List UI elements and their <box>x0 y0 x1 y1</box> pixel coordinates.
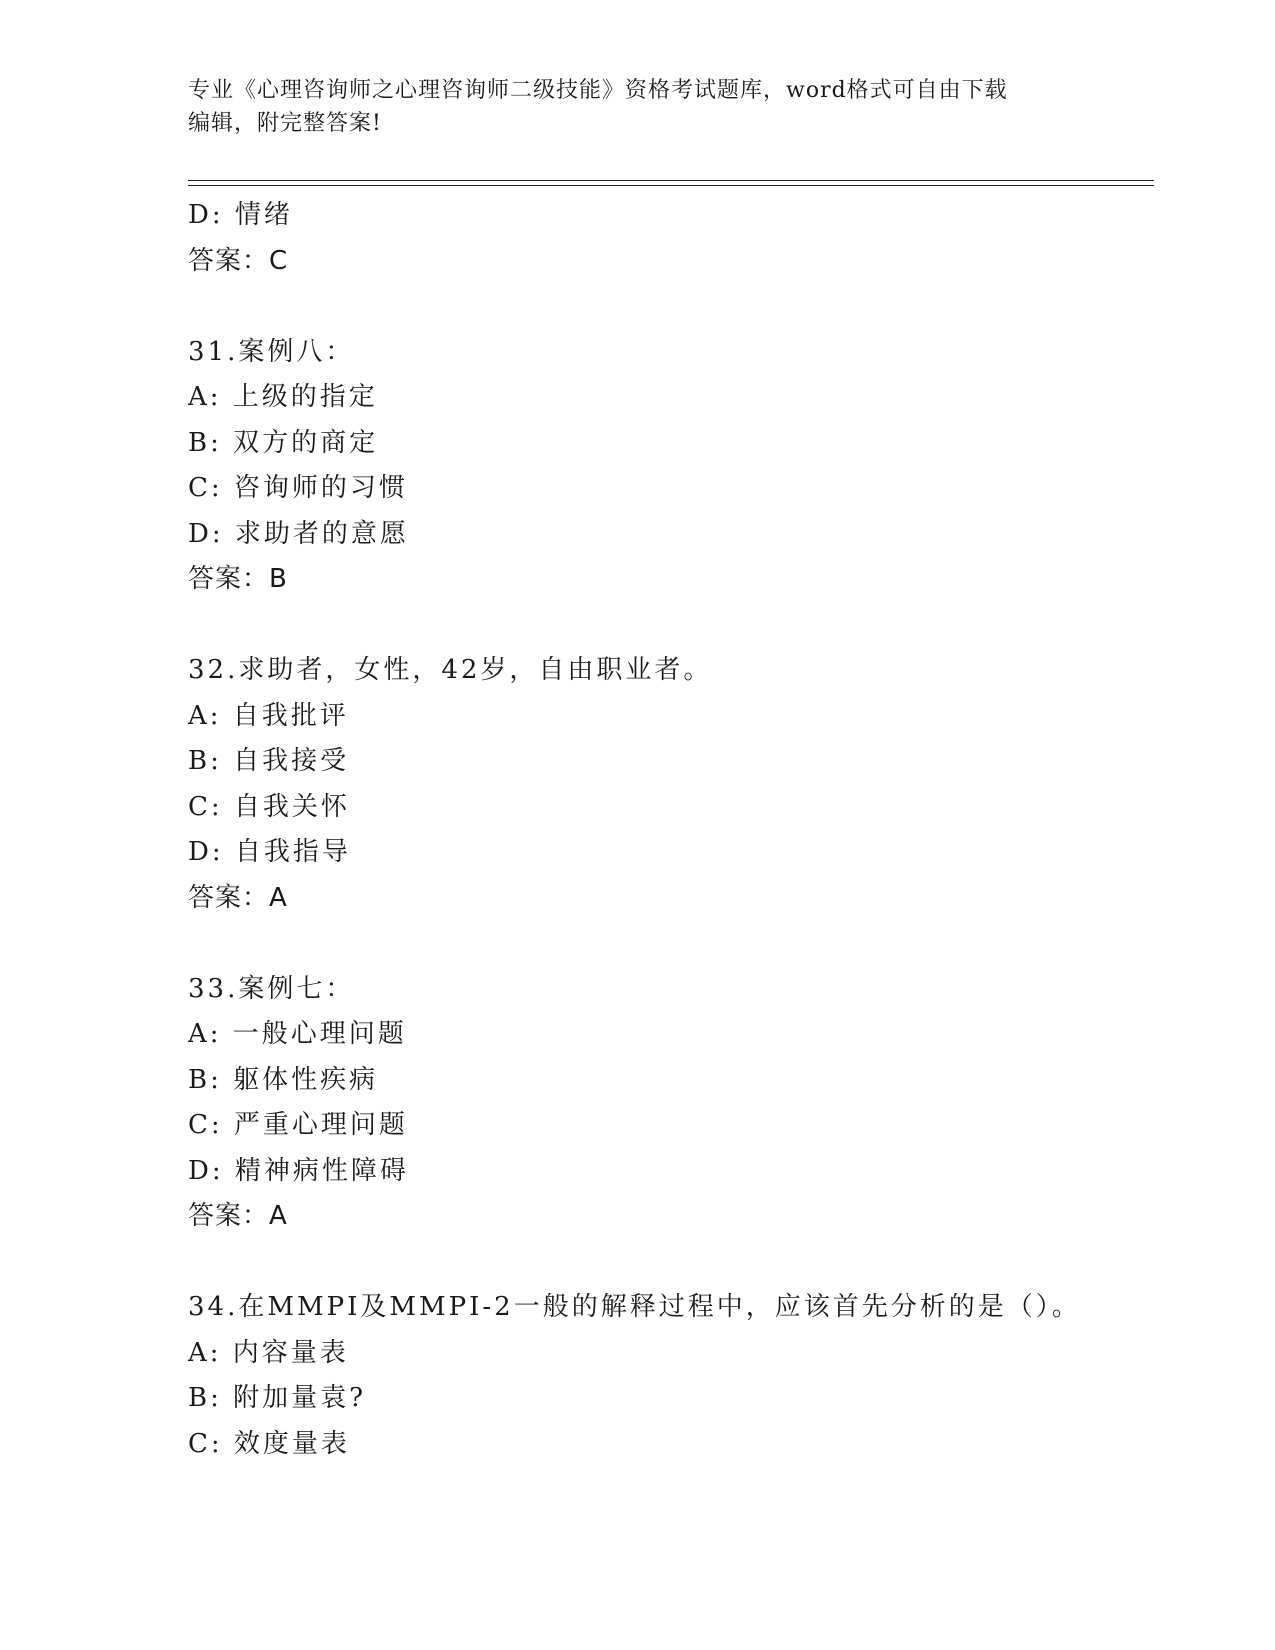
spacer <box>188 921 1148 967</box>
answer-line: 答案：B <box>188 564 288 594</box>
answer-line: 答案：C <box>188 245 289 276</box>
answer-line: 答案：A <box>188 882 288 913</box>
option-c: C: 自我关怀 <box>188 791 350 822</box>
previous-question-tail <box>188 193 1148 284</box>
header-divider-top <box>188 180 1154 181</box>
spacer <box>188 1240 1148 1286</box>
question-stem: 32.求助者，女性，42岁，自由职业者。 <box>188 655 713 685</box>
option-d: D: 求助者的意愿 <box>188 518 409 549</box>
question-stem: 31.案例八： <box>188 336 355 367</box>
question-stem: 34.在MMPI及MMPI-2一般的解释过程中，应该首先分析的是（）。 <box>188 1292 1081 1322</box>
document-header <box>188 74 1108 140</box>
option-c: C: 咨询师的习惯 <box>188 473 408 503</box>
answer-line: 答案：A <box>188 1201 288 1231</box>
question-34 <box>188 1285 1148 1467</box>
question-list <box>188 193 1148 1467</box>
header-divider-bottom <box>188 185 1154 186</box>
option-a: A: 上级的指定 <box>188 382 378 412</box>
option-c: C: 效度量表 <box>188 1428 350 1459</box>
option-a: A: 一般心理问题 <box>188 1019 407 1049</box>
option-c: C: 严重心理问题 <box>188 1110 408 1140</box>
question-32 <box>188 648 1148 921</box>
question-33 <box>188 967 1148 1240</box>
header-line-2: 编辑，附完整答案! <box>188 111 382 136</box>
question-stem: 33.案例七： <box>188 973 355 1004</box>
spacer <box>188 284 1148 330</box>
option-b: B: 附加量袁? <box>188 1383 367 1413</box>
option-a: A: 内容量表 <box>188 1337 349 1368</box>
option-a: A: 自我批评 <box>188 700 349 731</box>
question-31 <box>188 330 1148 603</box>
option-d: D: 精神病性障碍 <box>188 1155 409 1186</box>
spacer <box>188 603 1148 649</box>
option-b: B: 双方的商定 <box>188 427 379 458</box>
option-d: D: 情绪 <box>188 200 293 230</box>
header-line-1: 专业《心理咨询师之心理咨询师二级技能》资格考试题库，word格式可自由下载 <box>188 78 1008 103</box>
option-b: B: 躯体性疾病 <box>188 1064 379 1095</box>
option-d: D: 自我指导 <box>188 837 351 867</box>
option-b: B: 自我接受 <box>188 746 350 776</box>
